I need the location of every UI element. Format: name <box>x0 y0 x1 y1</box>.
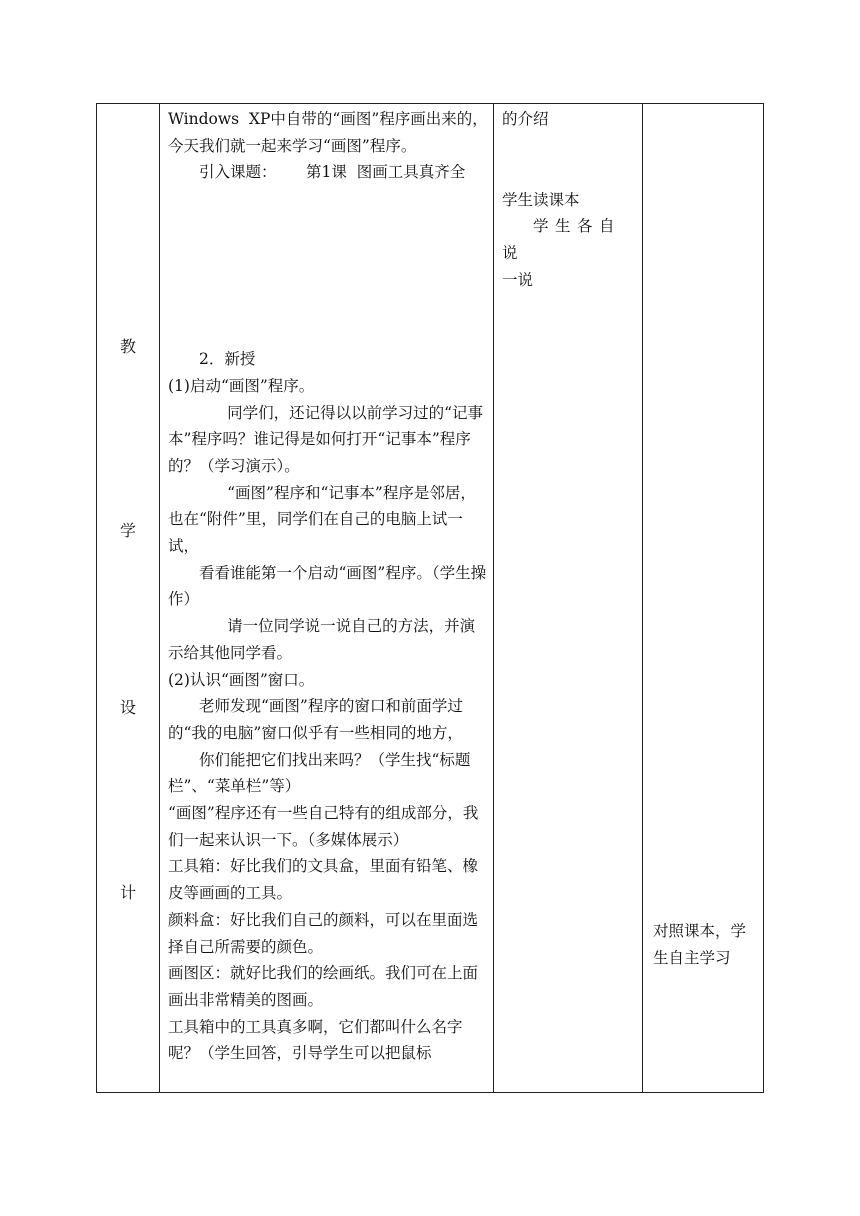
paragraph: 请一位同学说一说自己的方法，并演示给其他同学看。 <box>168 617 476 662</box>
paragraph: 工具箱中的工具真多啊，它们都叫什么名字呢？（学生回答，引导学生可以把鼠标 <box>168 1017 463 1063</box>
paragraph: Windows XP中自带的“画图”程序画出来的，今天我们就一起来学习“画图”程序。 <box>168 110 488 155</box>
paragraph: “画图”程序和“记事本”程序是邻居，也在“附件”里，同学们在自己的电脑上试一试， <box>168 483 476 556</box>
paragraph: 画图区：就好比我们的绘画纸。我们可在上面画出非常精美的图画。 <box>168 964 479 1009</box>
section-label-char: 设 <box>119 698 136 717</box>
subsection-heading: (1)启动“画图”程序。 <box>168 376 315 395</box>
lesson-plan-table <box>96 103 764 1093</box>
paragraph: 工具箱：好比我们的文具盒，里面有铅笔、橡皮等画画的工具。 <box>168 857 479 903</box>
paragraph: “画图”程序还有一些自己特有的组成部分，我们一起来认识一下。（多媒体展示） <box>168 804 479 849</box>
paragraph: 学生各自说 <box>502 217 622 263</box>
paragraph: 颜料盒：好比我们自己的颜料，可以在里面选择自己所需要的颜色。 <box>168 910 479 956</box>
paragraph: 看看谁能第一个启动“画图”程序。（学生操作） <box>168 563 487 609</box>
column-divider <box>159 104 160 1092</box>
paragraph: 学生读课本 <box>502 190 580 209</box>
column-divider <box>642 104 643 1092</box>
paragraph: 一说 <box>502 270 534 289</box>
section-label-column <box>97 104 159 1092</box>
paragraph: 对照课本，学生自主学习 <box>653 922 747 967</box>
section-label-char: 教 <box>119 337 136 356</box>
paragraph: 你们能把它们找出来吗？（学生找“标题栏”、“菜单栏”等） <box>168 750 471 796</box>
paragraph: 同学们，还记得以以前学习过的“记事本”程序吗？谁记得是如何打开“记事本”程序 的？（学习演示）。 <box>168 403 486 475</box>
paragraph: 引入课题： 第1课 图画工具真齐全 <box>199 163 466 182</box>
paragraph: 的介绍 <box>502 110 549 128</box>
subsection-heading: (2)认识“画图”窗口。 <box>168 670 315 689</box>
section-heading: 2．新授 <box>199 350 256 369</box>
section-label-char: 学 <box>119 521 136 540</box>
notes-column <box>644 104 765 1092</box>
teacher-activity-column <box>161 104 494 1092</box>
paragraph: 老师发现“画图”程序的窗口和前面学过的“我的电脑”窗口似乎有一些相同的地方， <box>168 697 463 742</box>
section-label-char: 计 <box>119 883 136 902</box>
student-activity-column <box>495 104 642 1092</box>
